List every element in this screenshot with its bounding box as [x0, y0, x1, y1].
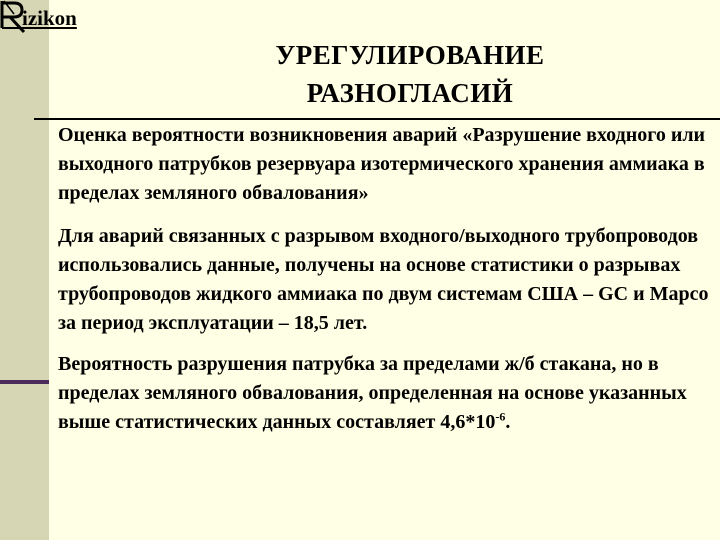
page-title: [160, 36, 660, 112]
left-sidebar-band: [0, 0, 49, 540]
paragraph-statistics-text: Для аварий связанных с разрывом входного/выходного трубопроводов использовались данные, получены на основе статистики о разрывах трубопроводов жидкого аммиака по двум системам США – GC и Марсо за период эксплуатации – 18,5 лет.: [58, 225, 709, 334]
paragraph-probability-text: Вероятность разрушения патрубка за пределами ж/б стакана, но в пределах земляного обвалования, определенная на основе указанных выше статистических данных составляет 4,6*10: [58, 353, 687, 433]
paragraph-assessment-text: Оценка вероятности возникновения аварий «Разрушение входного или выходного патрубков резервуара изотермического хранения аммиака в пределах земляного обвалования»: [58, 124, 706, 204]
title-line-1: УРЕГУЛИРОВАНИЕ: [275, 40, 545, 70]
rizikon-logo: [0, 0, 110, 40]
paragraph-assessment: [58, 121, 720, 208]
paragraph-probability: [58, 350, 720, 437]
title-divider: [34, 118, 720, 120]
paragraph-probability-end: .: [505, 411, 511, 433]
paragraph-statistics: [58, 222, 720, 338]
sidebar-accent-bar: [0, 380, 49, 384]
exponent-superscript: -6: [495, 409, 506, 424]
slide-body: [58, 121, 720, 447]
title-line-2: РАЗНОГЛАСИЙ: [306, 78, 514, 108]
logo-text: izikon: [22, 6, 77, 30]
